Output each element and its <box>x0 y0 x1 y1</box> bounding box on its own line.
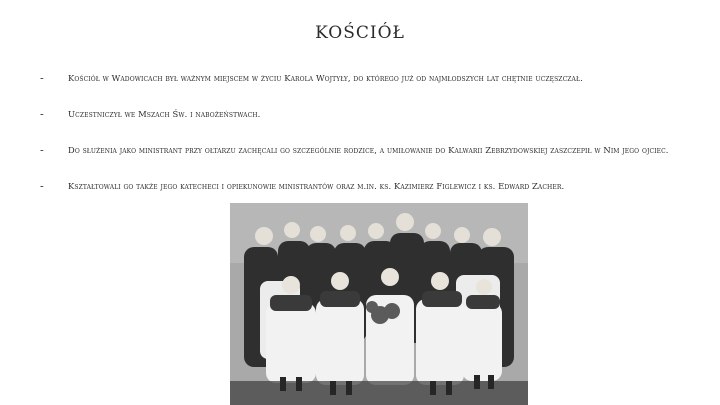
bullet-text: Kształtowali go także jego katecheci i opiekunowie ministrantów oraz m.in. ks. Kazimierz Figlewicz i ks. Edward Zacher. <box>68 181 565 191</box>
bullet-marker: - <box>40 143 44 157</box>
bullet-marker: - <box>40 107 44 121</box>
bullet-text: Do służenia jako ministrant przy ołtarzu zachęcali go szczególnie rodzice, a umiłowanie do Kalwarii Zebrzydowskiej zaszczepił w Nim jego ojciec. <box>68 145 669 155</box>
bullet-marker: - <box>40 179 44 193</box>
slide-title: kościół <box>315 16 405 44</box>
group-photo-image <box>230 203 528 405</box>
bullet-text: Kościół w Wadowicach był ważnym miejscem w życiu Karola Wojtyły, do którego już od najmłodszych lat chętnie uczęszczał. <box>68 73 583 83</box>
bullet-item <box>40 60 700 96</box>
bullet-marker: - <box>40 71 44 85</box>
bullet-list <box>40 60 700 204</box>
bullet-item <box>40 132 700 168</box>
group-photo <box>230 203 528 405</box>
bullet-item <box>40 168 700 204</box>
bullet-item <box>40 96 700 132</box>
bullet-text: Uczestniczył we Mszach Św. i nabożeństwach. <box>68 109 261 119</box>
